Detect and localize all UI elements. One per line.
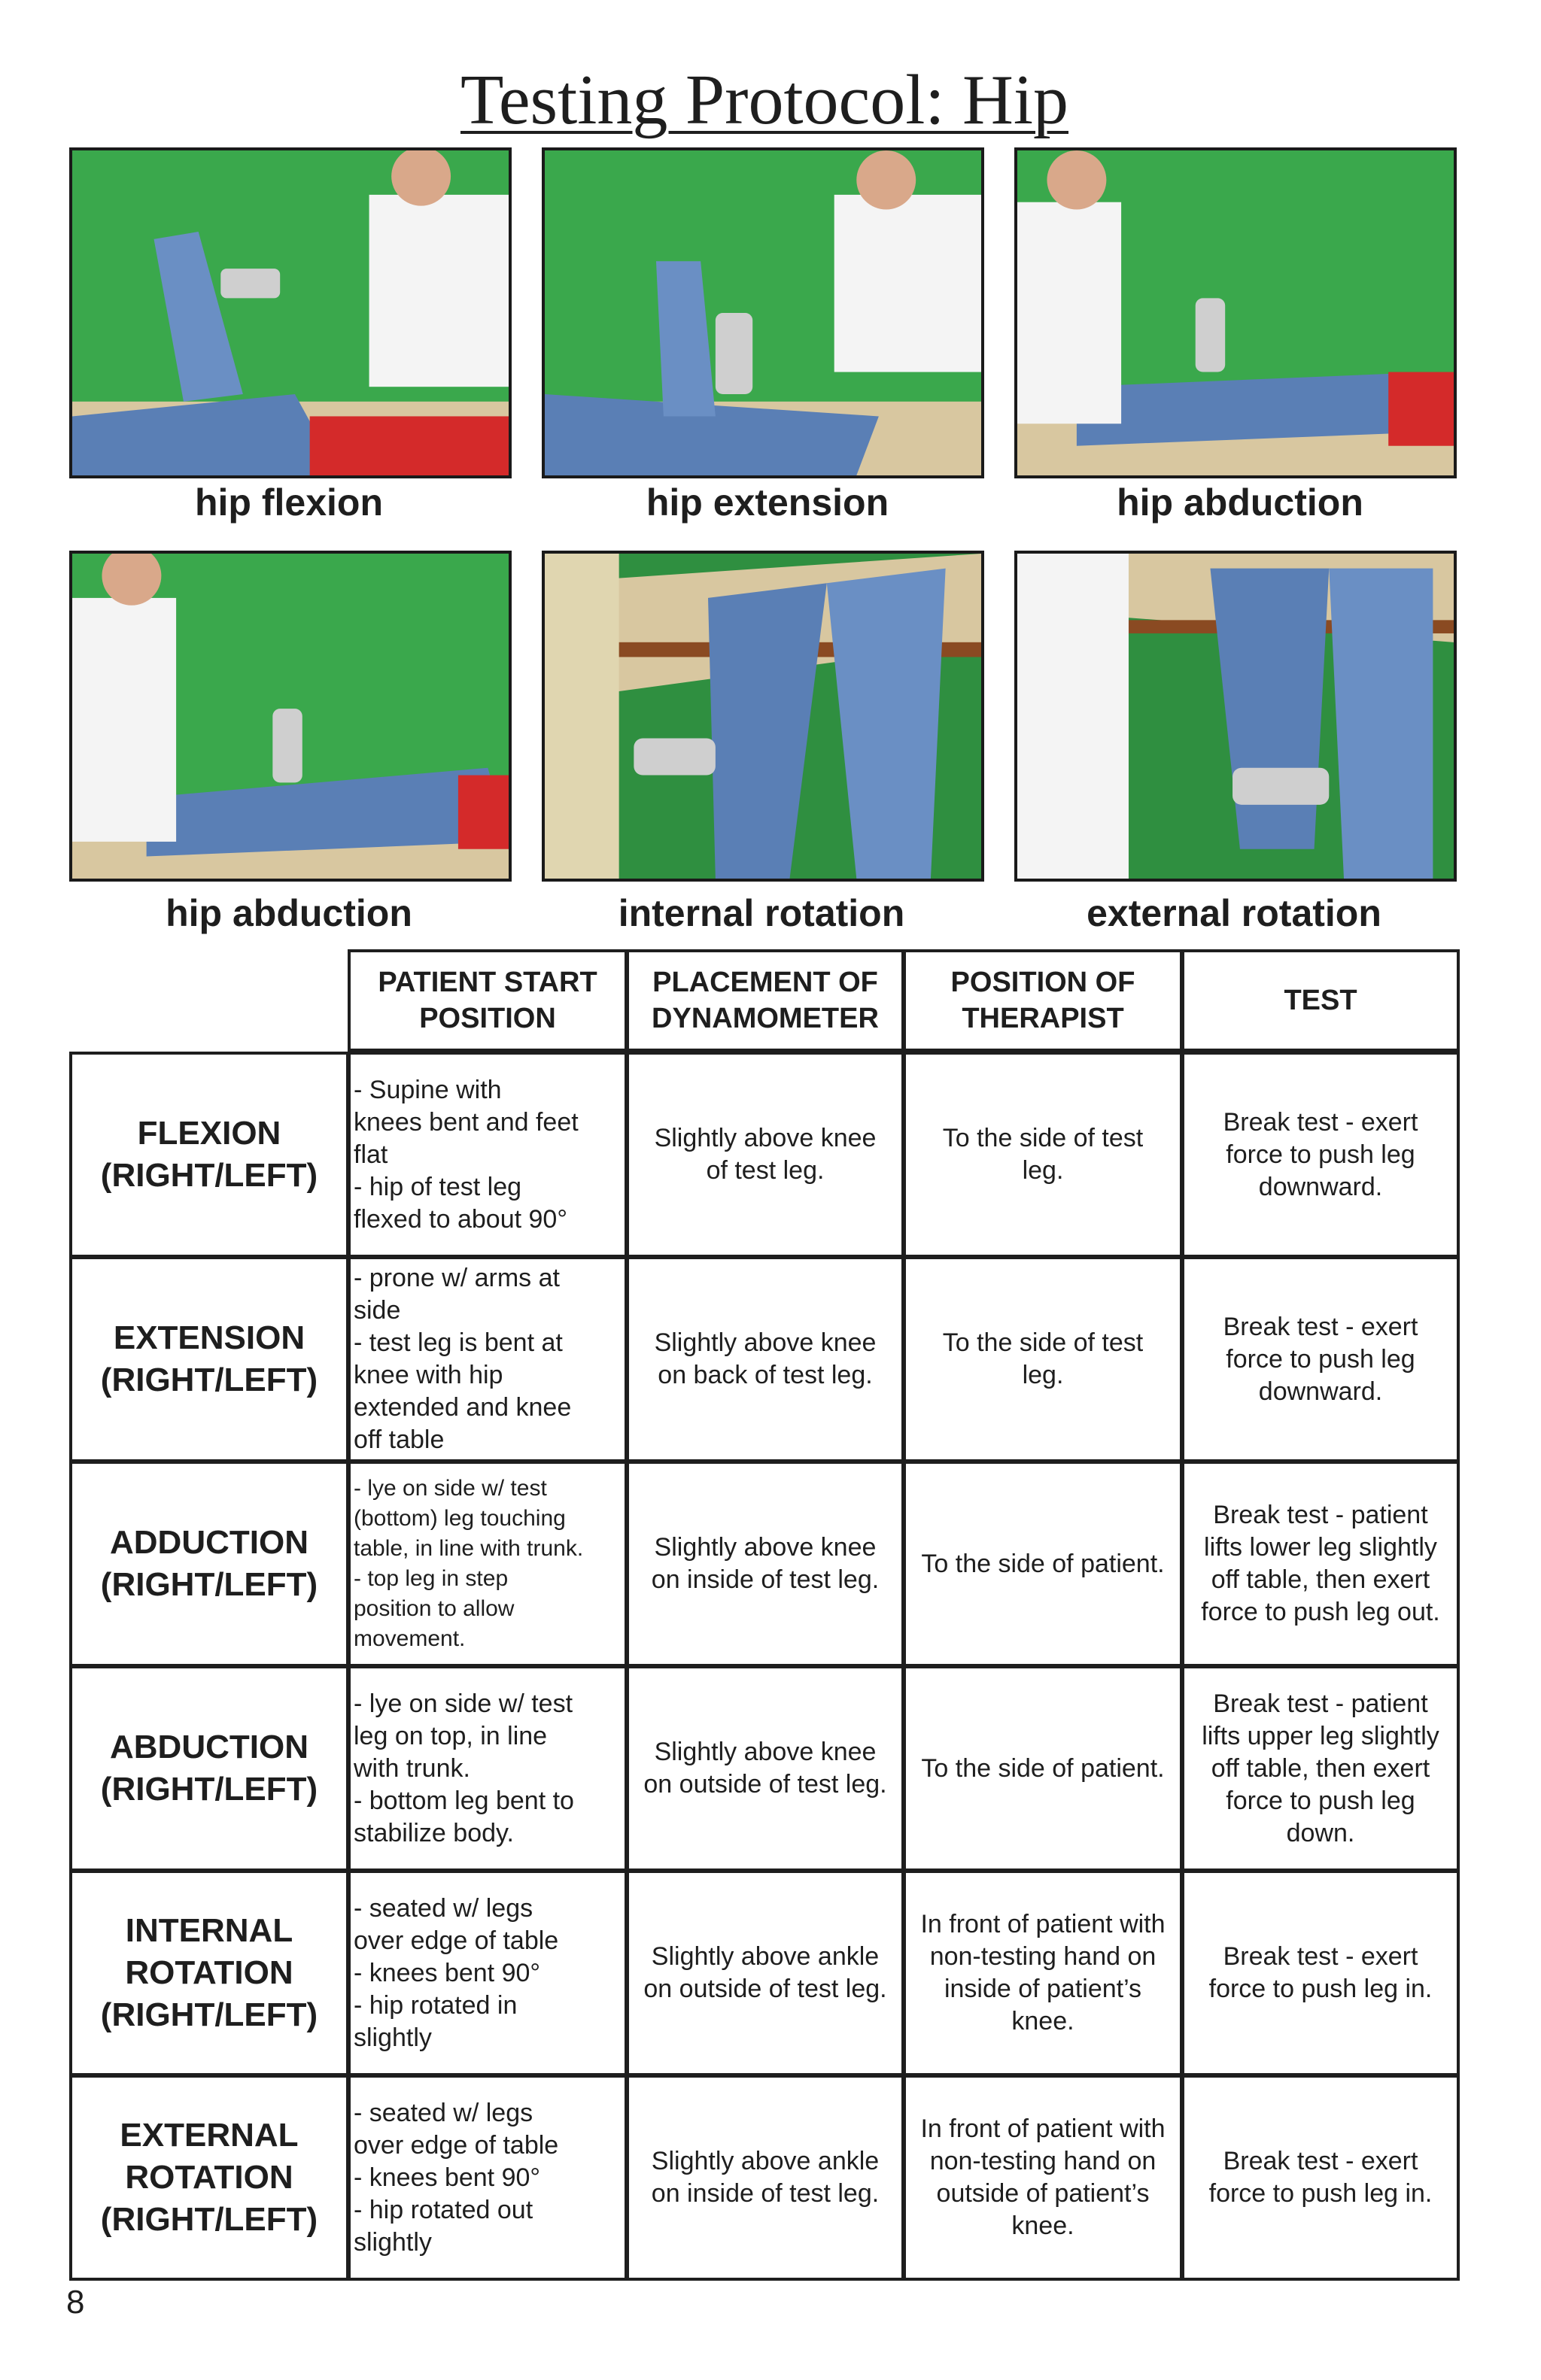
cell-placement	[626, 1665, 904, 1872]
row-label	[69, 1256, 349, 1462]
header-cell-text: POSITION OF THERAPIST	[950, 967, 1135, 1034]
cell-test-text: Break test - exert force to push leg downward.	[1223, 1107, 1418, 1201]
cell-placement	[626, 1256, 904, 1462]
caption-internal-rotation: internal rotation	[618, 892, 905, 934]
header-cell-text: PLACEMENT OF DYNAMOMETER	[652, 967, 879, 1034]
row-label	[69, 1052, 349, 1258]
caption-hip-extension: hip extension	[646, 481, 889, 524]
cell-test-text: Break test - patient lifts upper leg slightly off table, then exert force to push leg down.	[1202, 1689, 1439, 1847]
cell-therapist-text: To the side of patient.	[921, 1753, 1165, 1783]
cell-therapist-text: In front of patient with non-testing hand on inside of patient’s knee.	[920, 1910, 1166, 2035]
photo-internal-rotation	[542, 551, 984, 882]
cell-position-text: - lye on side w/ test leg on top, in line with trunk. - bottom leg bent to stabilize body.	[354, 1689, 574, 1847]
cell-placement-text: Slightly above ankle on inside of test leg.	[651, 2147, 880, 2208]
cell-position-text: - prone w/ arms at side - test leg is bent at knee with hip extended and knee off table	[354, 1264, 572, 1454]
photo-hip-abduction-1	[1014, 147, 1457, 478]
cell-test-text: Break test - patient lifts lower leg slightly off table, then exert force to push leg out.	[1201, 1501, 1440, 1626]
cell-position-text: - seated w/ legs over edge of table - knees bent 90° - hip rotated out slightly	[354, 2098, 559, 2257]
header-cell	[903, 949, 1183, 1052]
cell-position-text: - lye on side w/ test (bottom) leg touching table, in line with trunk. - top leg in step position to allow movement.	[354, 1476, 584, 1651]
cell-placement	[626, 2075, 904, 2281]
cell-position-text: - Supine with knees bent and feet flat - hip of test leg flexed to about 90°	[354, 1075, 579, 1234]
row-label	[69, 1461, 349, 1667]
cell-position-text: - seated w/ legs over edge of table - knees bent 90° - hip rotated in slightly	[354, 1893, 559, 2052]
header-cell-text: PATIENT START POSITION	[378, 967, 597, 1034]
row-label-text: ABDUCTION (RIGHT/LEFT)	[100, 1729, 318, 1808]
cell-therapist	[903, 1256, 1183, 1462]
row-label	[69, 1665, 349, 1872]
page-title: Testing Protocol: Hip	[460, 61, 1069, 139]
cell-test	[1181, 1256, 1460, 1462]
cell-therapist-text: To the side of test leg.	[942, 1124, 1144, 1185]
cell-therapist-text: To the side of patient.	[921, 1549, 1165, 1578]
cell-placement	[626, 1052, 904, 1258]
cell-therapist	[903, 1052, 1183, 1258]
cell-test-text: Break test - exert force to push leg in.	[1208, 2147, 1433, 2208]
cell-therapist-text: To the side of test leg.	[942, 1328, 1144, 1389]
cell-placement-text: Slightly above knee of test leg.	[654, 1124, 877, 1185]
cell-test	[1181, 1665, 1460, 1872]
photo-hip-abduction-2	[69, 551, 512, 882]
page-number: 8	[66, 2284, 85, 2321]
header-cell-text: TEST	[1284, 985, 1357, 1016]
caption-hip-abduction-2: hip abduction	[166, 892, 412, 934]
cell-therapist	[903, 1461, 1183, 1667]
header-cell	[1181, 949, 1460, 1052]
row-label-text: ADDUCTION (RIGHT/LEFT)	[100, 1524, 318, 1603]
cell-therapist	[903, 1870, 1183, 2076]
cell-placement-text: Slightly above knee on inside of test leg.	[651, 1533, 880, 1594]
cell-test-text: Break test - exert force to push leg in.	[1208, 1942, 1433, 2003]
header-cell	[626, 949, 904, 1052]
cell-therapist-text: In front of patient with non-testing hand on outside of patient’s knee.	[920, 2114, 1166, 2240]
row-label-text: INTERNAL ROTATION (RIGHT/LEFT)	[100, 1912, 318, 2033]
cell-test-text: Break test - exert force to push leg downward.	[1223, 1312, 1418, 1406]
row-label	[69, 1870, 349, 2076]
photo-hip-extension	[542, 147, 984, 478]
caption-hip-abduction-1: hip abduction	[1117, 481, 1363, 524]
cell-position	[348, 1052, 628, 1258]
header-cell	[348, 949, 628, 1052]
photo-hip-flexion	[69, 147, 512, 478]
cell-placement-text: Slightly above ankle on outside of test leg.	[643, 1942, 887, 2003]
cell-test	[1181, 2075, 1460, 2281]
cell-position	[348, 1870, 628, 2076]
cell-position	[348, 2075, 628, 2281]
cell-test	[1181, 1870, 1460, 2076]
row-label-text: EXTERNAL ROTATION (RIGHT/LEFT)	[100, 2117, 318, 2238]
cell-therapist	[903, 2075, 1183, 2281]
cell-test	[1181, 1461, 1460, 1667]
cell-placement	[626, 1461, 904, 1667]
cell-test	[1181, 1052, 1460, 1258]
cell-placement-text: Slightly above knee on back of test leg.	[654, 1328, 877, 1389]
cell-placement-text: Slightly above knee on outside of test leg.	[643, 1738, 887, 1799]
row-label	[69, 2075, 349, 2281]
cell-therapist	[903, 1665, 1183, 1872]
cell-position	[348, 1461, 628, 1667]
photo-external-rotation	[1014, 551, 1457, 882]
cell-position	[348, 1256, 628, 1462]
cell-position	[348, 1665, 628, 1872]
cell-placement	[626, 1870, 904, 2076]
caption-hip-flexion: hip flexion	[195, 481, 383, 524]
row-label-text: FLEXION (RIGHT/LEFT)	[100, 1115, 318, 1194]
caption-external-rotation: external rotation	[1087, 892, 1381, 934]
row-label-text: EXTENSION (RIGHT/LEFT)	[100, 1319, 318, 1398]
